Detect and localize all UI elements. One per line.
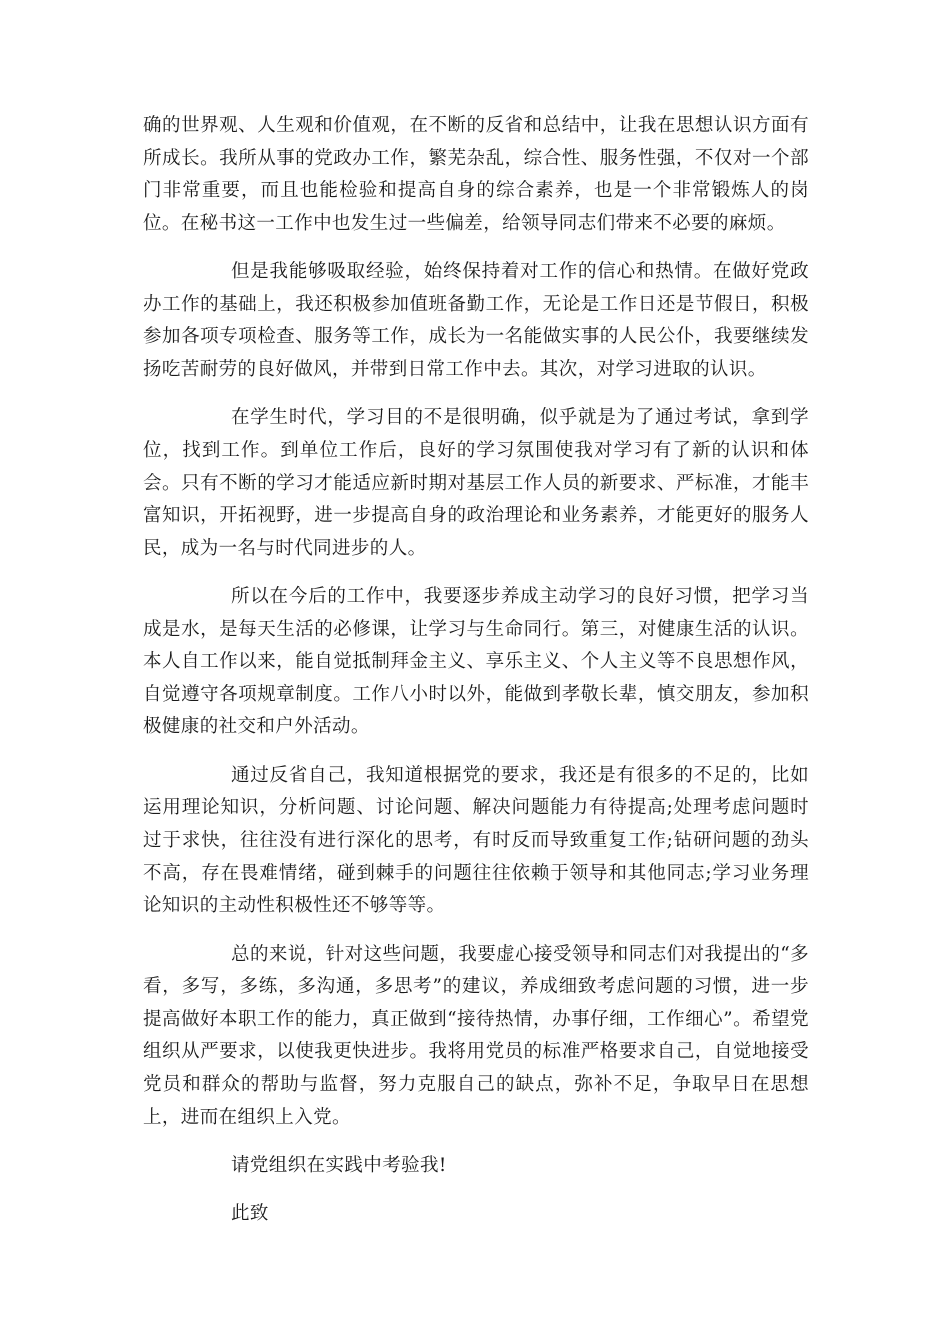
paragraph-experience: 但是我能够吸取经验，始终保持着对工作的信心和热情。在做好党政办工作的基础上，我还积极参加值班备勤工作，无论是工作日还是节假日，积极参加各项专项检查、服务等工作，成长为一名能做实事的人民公仆，我要继续发扬吃苦耐劳的良好做风，并带到日常工作中去。其次，对学习进取的认识。 [143, 261, 809, 380]
paragraph-summary: 总的来说，针对这些问题，我要虚心接受领导和同志们对我提出的“多看，多写，多练，多沟通，多思考”的建议，养成细致考虑问题的习惯，进一步提高做好本职工作的能力，真正做到“接待热情，办事仔细，工作细心”。希望党组织从严要求，以使我更快进步。我将用党员的标准严格要求自己，自觉地接受党员和群众的帮助与监督，努力克服自己的缺点，弥补不足，争取早日在思想上，进而在组织上入党。 [143, 943, 809, 1128]
paragraph-shortcomings: 通过反省自己，我知道根据党的要求，我还是有很多的不足的，比如运用理论知识，分析问题、讨论问题、解决问题能力有待提高;处理考虑问题时过于求快，往往没有进行深化的思考，有时反而导致重复工作;钻研问题的劲头不高，存在畏难情绪，碰到棘手的问题往往依赖于领导和其他同志;学习业务理论知识的主动性积极性还不够等等。 [143, 764, 809, 917]
paragraph-study: 在学生时代，学习目的不是很明确，似乎就是为了通过考试，拿到学位，找到工作。到单位工作后，良好的学习氛围使我对学习有了新的认识和体会。只有不断的学习才能适应新时期对基层工作人员的新要求、严标准，才能丰富知识，开拓视野，进一步提高自身的政治理论和业务素养，才能更好的服务人民，成为一名与时代同进步的人。 [143, 407, 809, 559]
paragraph-closing-request: 请党组织在实践中考验我! [231, 1155, 447, 1176]
salutation-closing: 此致 [231, 1203, 269, 1225]
document-body [143, 110, 809, 1231]
paragraph-habits: 所以在今后的工作中，我要逐步养成主动学习的良好习惯，把学习当成是水，是每天生活的必修课，让学习与生命同行。第三，对健康生活的认识。本人自工作以来，能自觉抵制拜金主义、享乐主义、个人主义等不良思想作风，自觉遵守各项规章制度。工作八小时以外，能做到孝敬长辈，慎交朋友，参加积极健康的社交和户外活动。 [143, 586, 809, 738]
paragraph-continuation: 确的世界观、人生观和价值观，在不断的反省和总结中，让我在思想认识方面有所成长。我所从事的党政办工作，繁芜杂乱，综合性、服务性强，不仅对一个部门非常重要，而且也能检验和提高自身的综合素养，也是一个非常锻炼人的岗位。在秘书这一工作中也发生过一些偏差，给领导同志们带来不必要的麻烦。 [143, 115, 809, 234]
